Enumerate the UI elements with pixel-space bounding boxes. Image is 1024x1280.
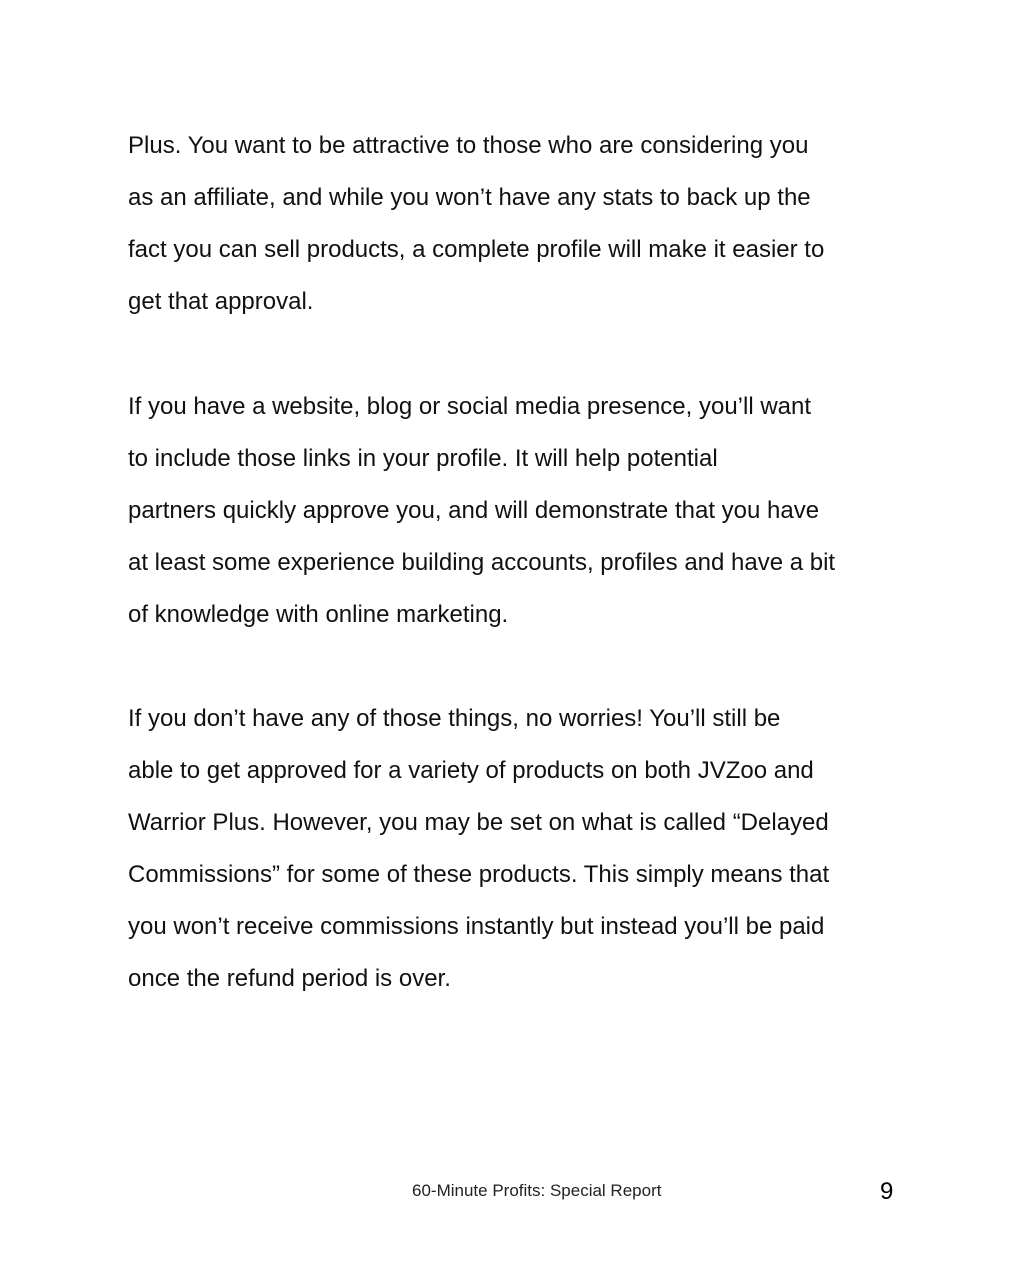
page-number: 9 xyxy=(880,1178,894,1205)
paragraph-line: Commissions” for some of these products. This simply means that xyxy=(128,861,830,888)
paragraph-line: you won’t receive commissions instantly but instead you’ll be paid xyxy=(128,913,825,940)
paragraph-line: If you have a website, blog or social media presence, you’ll want xyxy=(128,393,812,420)
paragraph-1 xyxy=(128,120,918,328)
footer-title: 60-Minute Profits: Special Report xyxy=(412,1181,662,1200)
paragraph-line: once the refund period is over. xyxy=(128,965,451,992)
paragraph-line: at least some experience building accounts, profiles and have a bit xyxy=(128,549,836,576)
paragraph-line: get that approval. xyxy=(128,288,314,315)
paragraph-line: Plus. You want to be attractive to those who are considering you xyxy=(128,132,809,159)
paragraph-line: partners quickly approve you, and will demonstrate that you have xyxy=(128,497,820,524)
paragraph-line: fact you can sell products, a complete profile will make it easier to xyxy=(128,236,825,263)
paragraph-line: as an affiliate, and while you won’t have any stats to back up the xyxy=(128,184,811,211)
paragraph-line: If you don’t have any of those things, no worries! You’ll still be xyxy=(128,705,781,732)
paragraph-line: Warrior Plus. However, you may be set on what is called “Delayed xyxy=(128,809,829,836)
paragraph-line: able to get approved for a variety of products on both JVZoo and xyxy=(128,757,814,784)
paragraph-2 xyxy=(128,381,918,641)
paragraph-line: of knowledge with online marketing. xyxy=(128,601,509,628)
paragraph-3 xyxy=(128,693,918,1005)
paragraph-line: to include those links in your profile. It will help potential xyxy=(128,445,718,472)
